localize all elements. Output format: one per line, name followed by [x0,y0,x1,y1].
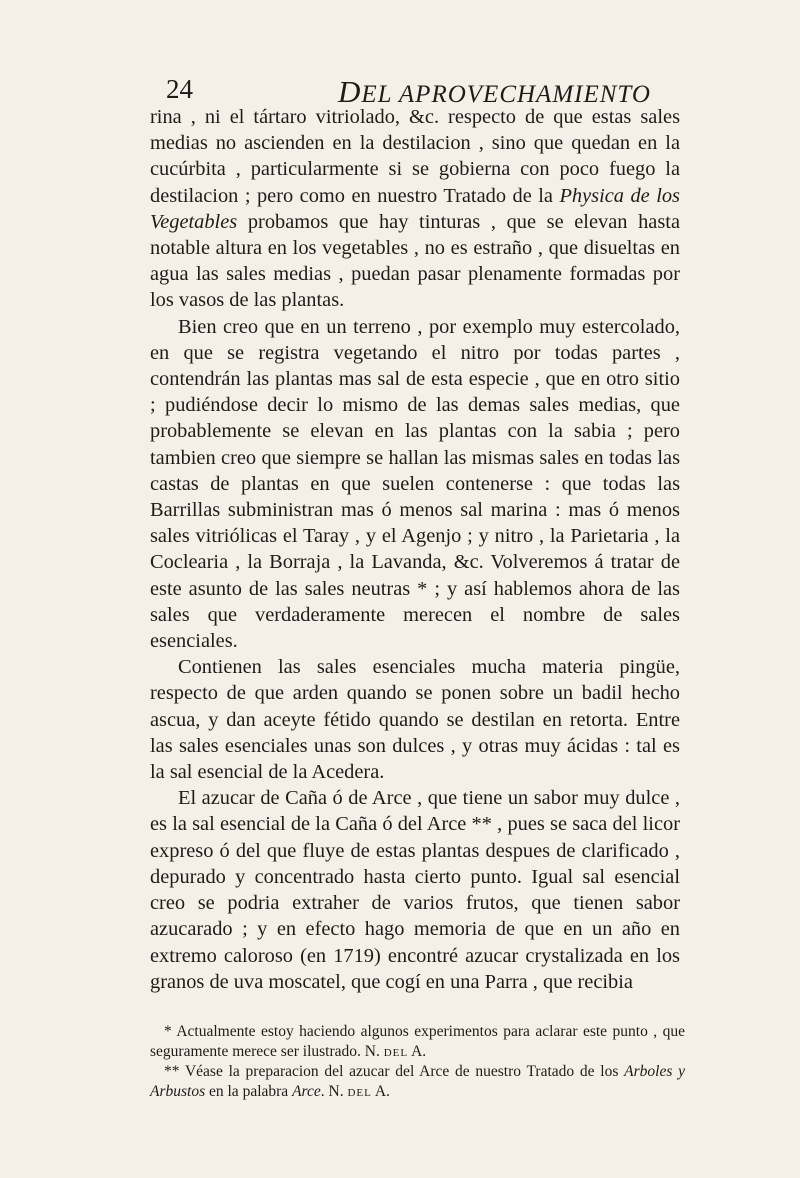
footnote-2-text-a: ** Véase la preparacion del azucar del Arce de nuestro Tratado de los [164,1063,625,1080]
footnote-1-text: * Actualmente estoy haciendo algunos experimentos para aclarar este punto , que seguramente merece ser ilustrado. N. [150,1023,685,1060]
page-number: 24 [166,74,193,104]
paragraph-2: Bien creo que en un terreno , por exemplo muy estercolado, en que se registra vegetando el nitro por todas partes , contendrán las plantas mas sal de esta especie , que en otro sitio ; pudiéndose decir lo mismo de las demas sales medias, que probablemente se elevan en las plantas con la sabia ; pero tambien creo que siempre se hallan las mismas sales en todas las castas de plantas en que suelen contenerse : que todas las Barrillas subministran mas ó menos sal marina : mas ó menos sales vitriólicas el Taray , y el Agenjo ; y nitro , la Parietaria , la Coclearia , la Borraja , la Lavanda, &c. Volveremos á tratar de este asunto de las sales neutras * ; y así hablemos ahora de las sales que verdaderamente merecen el nombre de sales esenciales. [150,315,680,653]
footnote-2-italic-word: Arce [292,1083,321,1100]
footnotes [150,1022,685,1102]
paragraph-1-text-b: probamos que hay tinturas , que se elevan hasta notable altura en los vegetables , no es estraño , que disueltas en agua las sales medias , puedan pasar plenamente formadas por los vasos de las plantas. [150,210,680,312]
paragraph-4: El azucar de Caña ó de Arce , que tiene un sabor muy dulce , es la sal esencial de la Caña ó del Arce ** , pues se saca del licor expreso ó del que fluye de estas plantas despues de clarificado , depurado y concentrado hasta cierto punto. Igual sal esencial creo se podria extraher de varios frutos, que tienen sabor azucarado ; y en efecto hago memoria de que en un año en extremo caloroso (en 1719) encontré azucar crystalizada en los granos de uva moscatel, que cogí en una Parra , que recibia [150,787,680,993]
footnote-1-end: A. [408,1043,427,1060]
footnote-2-italic-title: Arboles y Arbustos [150,1063,685,1100]
running-head-initial: D [338,74,362,109]
footnote-2-text-c: . N. [320,1083,348,1100]
footnote-1 [150,1022,685,1062]
paragraph-1-italic-title: Physica de los Vegetables [150,184,680,233]
footnote-2-end: A. [371,1083,390,1100]
paragraph-1-text-a: rina , ni el tártaro vitriolado, &c. respecto de que estas sales medias no ascienden en la destilacion , sino que quedan en la cucúrbita , particularmente si se gobierna con poco fuego la destilacion ; pero como en nuestro Tratado de la [150,106,680,207]
paragraph-1 [150,104,680,314]
running-head-rest: EL APROVECHAMIENTO [361,81,651,108]
page-header [150,68,690,108]
body-text [150,104,680,995]
footnote-2-smallcaps: del [347,1083,372,1100]
footnote-2-text-b: en la palabra [205,1083,293,1100]
paragraph-3: Contienen las sales esenciales mucha materia pingüe, respecto de que arden quando se ponen sobre un badil hecho ascua, y dan aceyte fétido quando se destilan en retorta. Entre las sales esenciales unas son dulces , y otras muy ácidas : tal es la sal esencial de la Acedera. [150,656,680,784]
footnote-2 [150,1062,685,1102]
footnote-1-smallcaps: del [383,1043,409,1060]
